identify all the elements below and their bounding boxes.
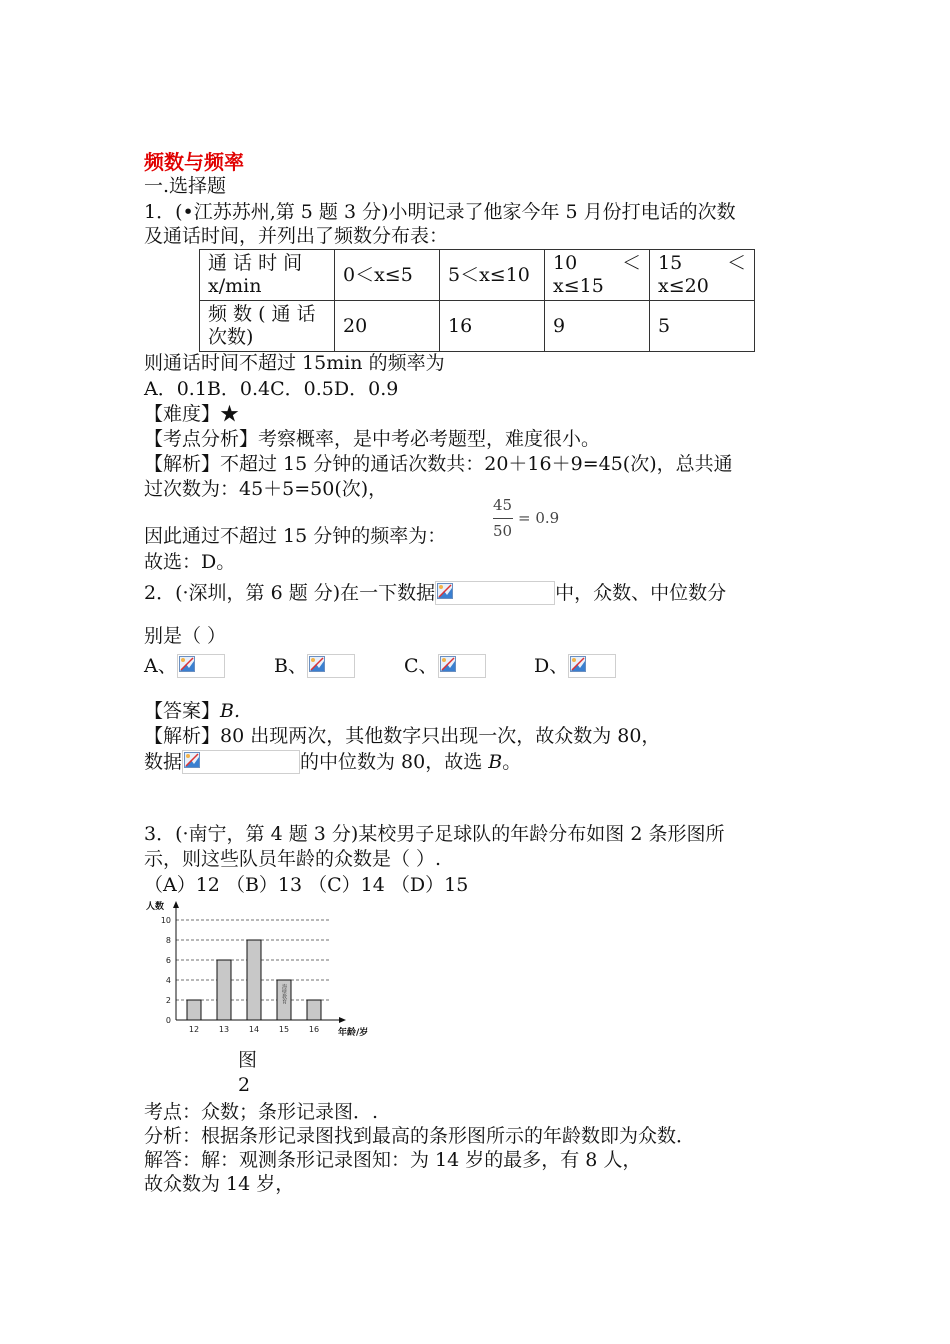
q1-difficulty <box>144 402 239 426</box>
fraction-result: = 0.9 <box>518 509 560 527</box>
star-icon: ★ <box>220 403 240 425</box>
table-row <box>200 250 755 301</box>
x-axis-label: 年龄/岁 <box>338 1028 369 1038</box>
q1-question: 则通话时间不超过 15min 的频率为 <box>144 352 445 374</box>
table-row <box>200 301 755 352</box>
option-label: B、 <box>274 655 307 677</box>
y-tick-label: 4 <box>165 976 171 985</box>
section-heading: 一.选择题 <box>144 175 227 197</box>
bar <box>217 960 231 1020</box>
header-top <box>208 252 326 275</box>
answer-label: 【答案】 <box>144 700 221 722</box>
q3-options: （A）12 （B）13 （C）14 （D）15 <box>144 874 469 896</box>
bar <box>187 1000 201 1020</box>
q1-solution-line3: 因此通过不超过 15 分钟的频率为： <box>144 525 447 547</box>
table-cell: 20 <box>335 301 440 352</box>
q1-stem-line1: 1．(•江苏苏州,第 5 题 3 分)小明记录了他家今年 5 月份打电话的次数 <box>144 201 736 223</box>
x-axis-arrow-icon <box>339 1017 346 1023</box>
figure-caption-line2: 2 <box>238 1074 251 1096</box>
broken-image-icon <box>307 654 355 678</box>
text-segment: 。 <box>502 751 522 773</box>
image-placeholder-icon <box>179 656 195 672</box>
q2-option-a <box>144 654 225 678</box>
cell-top <box>553 252 641 275</box>
q2-option-c <box>404 654 486 678</box>
x-tick-label: 13 <box>218 1025 230 1034</box>
y-tick-label: 8 <box>165 936 171 945</box>
image-placeholder-icon <box>570 656 586 672</box>
table-header-cell <box>200 301 335 352</box>
broken-image-icon <box>438 654 486 678</box>
option-label: D、 <box>534 655 569 677</box>
q1-analysis: 【考点分析】考察概率，是中考必考题型，难度很小。 <box>144 428 601 450</box>
q1-stem-line2: 及通话时间，并列出了频数分布表： <box>144 225 449 247</box>
cell-top <box>658 252 746 275</box>
x-tick-label: 12 <box>188 1025 200 1034</box>
x-tick-label: 16 <box>308 1025 320 1034</box>
answer-value: B. <box>220 700 241 722</box>
x-tick-label: 14 <box>248 1025 260 1034</box>
y-axis-label: 人数 <box>146 902 165 912</box>
q1-solution-line2: 过次数为：45＋5=50(次)， <box>144 478 388 500</box>
q3-fenxi: 分析：根据条形记录图找到最高的条形图所示的年龄数即为众数． <box>144 1125 696 1147</box>
difficulty-label: 【难度】 <box>144 403 221 425</box>
q1-options: A．0.1B．0.4C．0.5D．0.9 <box>144 378 399 400</box>
table-cell <box>545 250 650 301</box>
watermark-stamp: 海壁教育 <box>281 984 287 1004</box>
table-cell: 5 <box>650 301 755 352</box>
age-bar-chart <box>140 895 380 1045</box>
q2-option-b <box>274 654 355 678</box>
cell-text: 次数) <box>208 326 254 348</box>
y-axis-arrow-icon <box>173 901 179 908</box>
cell-text: 频 数 ( 通 话 <box>208 303 316 325</box>
option-label: C、 <box>404 655 438 677</box>
q3-stem-line1: 3．(·南宁，第 4 题 3 分)某校男子足球队的年龄分布如图 2 条形图所 <box>144 823 725 845</box>
table-cell: 0＜x≤5 <box>335 250 440 301</box>
y-tick-label: 0 <box>165 1016 171 1025</box>
frequency-table <box>199 249 755 352</box>
text-segment: B <box>488 751 503 773</box>
q2-solution-line1: 【解析】80 出现两次，其他数字只出现一次，故众数为 80， <box>144 725 661 747</box>
table-header-cell <box>200 250 335 301</box>
x-tick-label: 15 <box>278 1025 290 1034</box>
q1-answer: 故选：D。 <box>144 551 236 573</box>
text-segment: 的中位数为 80，故选 <box>300 751 489 773</box>
y-tick-label: 10 <box>160 916 171 925</box>
q3-jieda: 解答：解：观测条形记录图知：为 14 岁的最多，有 8 人， <box>144 1149 642 1171</box>
y-tick-label: 6 <box>165 956 171 965</box>
cell-text: ＜ <box>621 252 641 274</box>
q3-conclusion: 故众数为 14 岁， <box>144 1173 295 1195</box>
image-placeholder-icon <box>309 656 325 672</box>
image-placeholder-icon <box>440 656 456 672</box>
table-cell <box>650 250 755 301</box>
text-segment: 2．(·深圳，第 6 题 分)在一下数据 <box>144 582 436 604</box>
bar <box>307 1000 321 1020</box>
cell-text: x≤20 <box>658 275 709 297</box>
option-label: A、 <box>144 655 177 677</box>
broken-image-icon <box>182 750 300 774</box>
q2-answer <box>144 699 240 723</box>
cell-text: 15 <box>658 252 683 274</box>
table-cell: 9 <box>545 301 650 352</box>
table-cell: 16 <box>440 301 545 352</box>
broken-image-icon <box>435 581 555 605</box>
q2-stem-line1 <box>144 581 726 605</box>
fraction-denominator: 50 <box>493 522 513 540</box>
q2-option-d <box>534 654 616 678</box>
cell-text: ＜ <box>726 252 746 274</box>
image-placeholder-icon <box>184 752 200 768</box>
fraction-bar <box>493 518 513 519</box>
table-cell: 5＜x≤10 <box>440 250 545 301</box>
cell-text: 10 <box>553 252 578 274</box>
broken-image-icon <box>177 654 225 678</box>
cell-text: 通 话 时 间 <box>208 252 303 274</box>
text-segment: 数据 <box>144 751 183 773</box>
text-segment: 中，众数、中位数分 <box>555 582 727 604</box>
q1-solution-line1: 【解析】不超过 15 分钟的通话次数共：20＋16＋9=45(次)，总共通 <box>144 453 733 475</box>
q3-kaodian: 考点：众数；条形记录图．. <box>144 1101 379 1123</box>
y-tick-label: 2 <box>165 996 171 1005</box>
image-placeholder-icon <box>437 583 453 599</box>
bar <box>247 940 261 1020</box>
figure-caption-line1: 图 <box>238 1049 258 1071</box>
q2-solution-line2 <box>144 750 521 774</box>
fraction-numerator: 45 <box>493 496 513 514</box>
q3-stem-line2: 示，则这些队员年龄的众数是（ ）. <box>144 848 442 870</box>
cell-text: x/min <box>208 275 262 297</box>
cell-text: x≤15 <box>553 275 604 297</box>
q2-stem-line2: 别是（ ） <box>144 625 227 647</box>
broken-image-icon <box>568 654 616 678</box>
document-title: 频数与频率 <box>144 150 244 174</box>
